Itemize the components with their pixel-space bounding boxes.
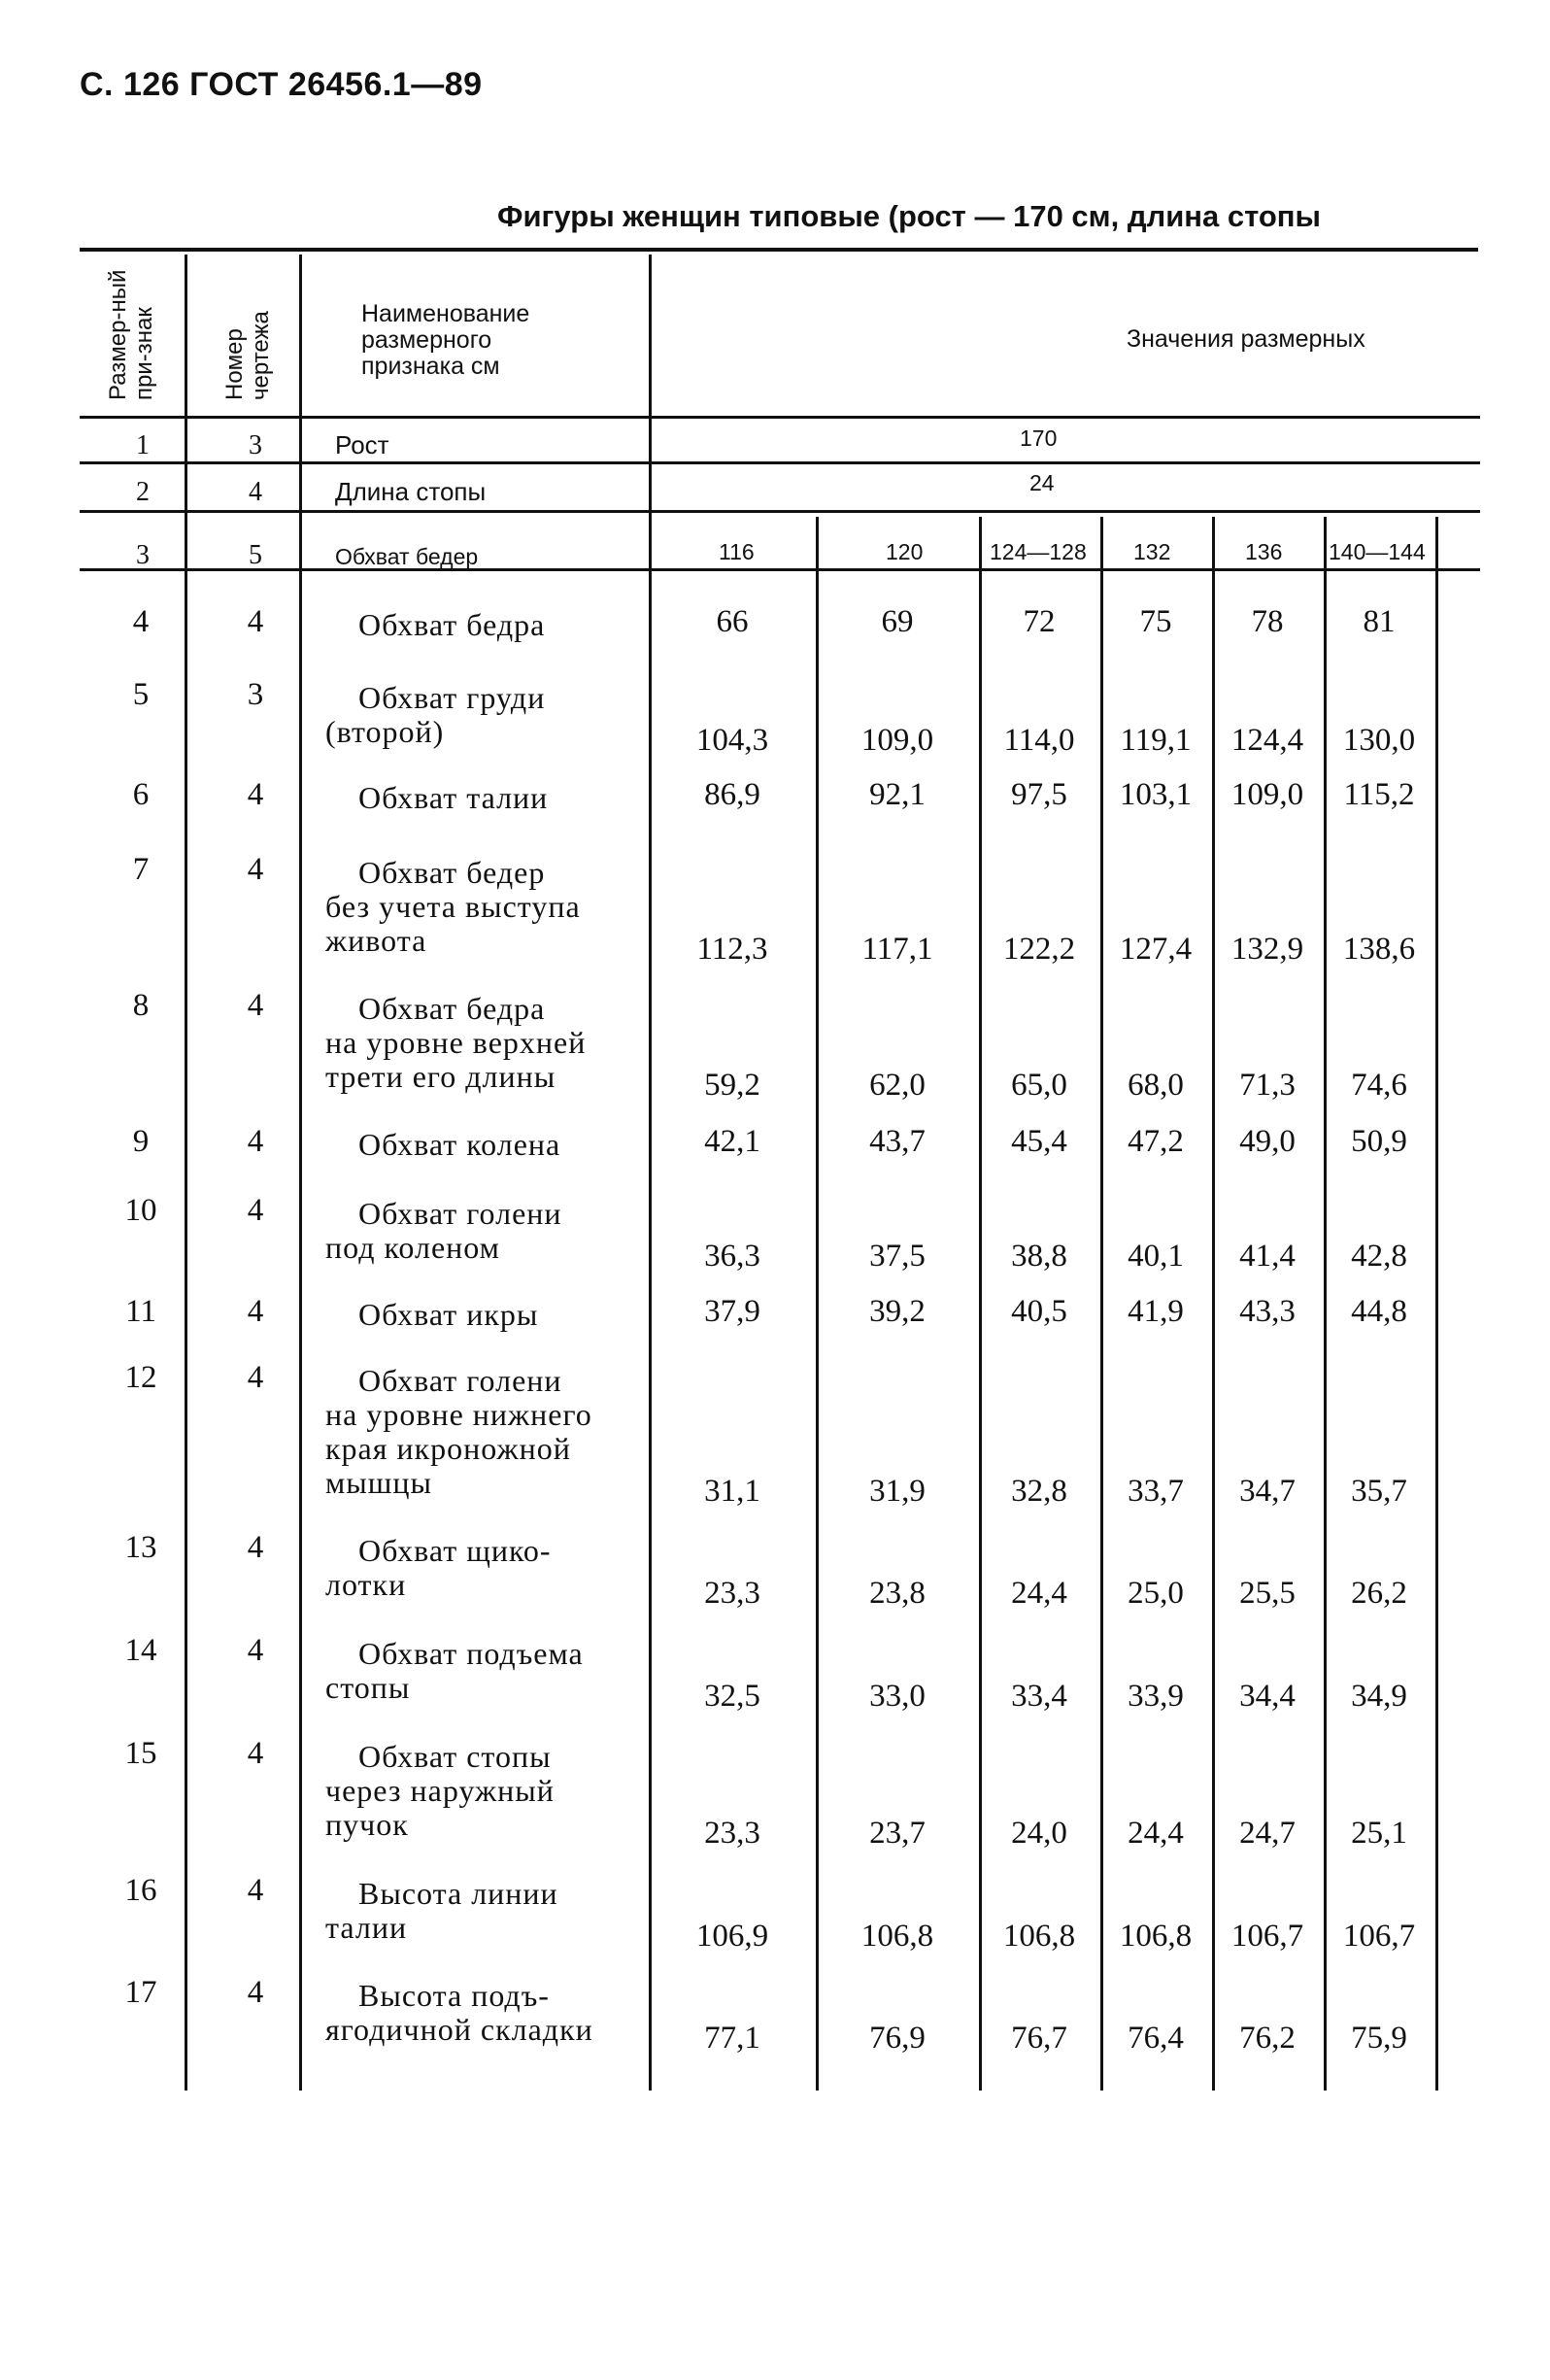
row-value: 43,7 xyxy=(869,1124,926,1159)
feature-name-line: Обхват голени xyxy=(358,1363,562,1398)
row-value: 138,6 xyxy=(1342,932,1416,967)
row-value: 37,5 xyxy=(869,1239,926,1274)
feature-name-line: Обхват бедер xyxy=(358,855,546,890)
row1-no: 1 xyxy=(136,430,150,460)
col-divider-2 xyxy=(299,255,302,2091)
header-drawing-no: Номер чертежа xyxy=(221,311,274,400)
feature-name-line: ягодичной складки xyxy=(325,2012,593,2047)
row1-drawing: 3 xyxy=(249,430,262,460)
row-feature-no: 14 xyxy=(124,1633,157,1668)
row-drawing-no: 4 xyxy=(247,1360,264,1395)
row-value: 23,3 xyxy=(704,1576,760,1611)
row-value: 76,2 xyxy=(1239,2021,1296,2056)
row-feature-name xyxy=(325,992,646,1094)
feature-name-line: Обхват бедра xyxy=(358,607,546,642)
row-value: 130,0 xyxy=(1342,723,1416,758)
row-feature-no: 6 xyxy=(132,777,150,812)
row-feature-name xyxy=(325,856,646,958)
row-value: 24,4 xyxy=(1011,1576,1067,1611)
size-124-128: 124—128 xyxy=(990,539,1087,564)
row-feature-no: 17 xyxy=(124,1975,157,2010)
row-value: 106,8 xyxy=(1002,1919,1076,1954)
row-value: 68,0 xyxy=(1128,1068,1184,1103)
row-value: 65,0 xyxy=(1011,1068,1067,1103)
row-value: 76,4 xyxy=(1128,2021,1184,2056)
feature-name-line: Обхват стопы xyxy=(358,1739,552,1774)
feature-name-line: Высота подъ- xyxy=(358,1978,550,2013)
size-140-144: 140—144 xyxy=(1329,539,1426,564)
row-drawing-no: 4 xyxy=(247,1294,264,1329)
row-value: 75,9 xyxy=(1351,2021,1407,2056)
row-feature-name xyxy=(325,1979,646,2047)
row-feature-name xyxy=(325,681,646,749)
row-value: 103,1 xyxy=(1119,777,1193,812)
feature-name-line: Обхват бедра xyxy=(358,991,546,1026)
row-feature-no: 9 xyxy=(132,1124,150,1159)
row-value: 38,8 xyxy=(1011,1239,1067,1274)
row-value: 86,9 xyxy=(704,777,760,812)
row-value: 59,2 xyxy=(704,1068,760,1103)
feature-name-line: Высота линии xyxy=(358,1876,558,1911)
row-drawing-no: 4 xyxy=(247,852,264,887)
feature-name-line: без учета выступа xyxy=(325,889,581,924)
row-feature-name xyxy=(325,1364,646,1500)
row-value: 37,9 xyxy=(704,1294,760,1329)
feature-name-line: лотки xyxy=(325,1567,407,1602)
size-120: 120 xyxy=(886,539,924,564)
row1-bottom-rule xyxy=(80,461,1480,464)
row-value: 34,7 xyxy=(1239,1474,1296,1509)
table-caption: Фигуры женщин типовые (рост — 170 см, длина стопы xyxy=(497,199,1321,233)
row-value: 62,0 xyxy=(869,1068,926,1103)
feature-name-line: (второй) xyxy=(325,714,445,749)
row-feature-no: 13 xyxy=(124,1530,157,1565)
row-value: 33,4 xyxy=(1011,1679,1067,1714)
row-drawing-no: 4 xyxy=(247,1124,264,1159)
row-value: 92,1 xyxy=(869,777,926,812)
feature-name-line: Обхват груди xyxy=(358,680,546,715)
row-value: 34,4 xyxy=(1239,1679,1296,1714)
row-feature-no: 15 xyxy=(124,1736,157,1771)
row-value: 132,9 xyxy=(1230,932,1304,967)
row-feature-no: 5 xyxy=(132,677,150,712)
row-value: 31,9 xyxy=(869,1474,926,1509)
row-value: 115,2 xyxy=(1343,777,1415,812)
page-header: С. 126 ГОСТ 26456.1—89 xyxy=(80,66,483,103)
row-value: 106,7 xyxy=(1342,1919,1416,1954)
row-feature-name xyxy=(325,1298,646,1332)
size-136: 136 xyxy=(1245,539,1283,564)
row-feature-name xyxy=(325,1877,646,1945)
row-value: 104,3 xyxy=(695,723,769,758)
row-value: 24,7 xyxy=(1239,1816,1296,1851)
feature-name-line: Обхват колена xyxy=(358,1127,561,1162)
row-feature-no: 8 xyxy=(132,988,150,1023)
row-value: 42,1 xyxy=(704,1124,760,1159)
row-drawing-no: 4 xyxy=(247,777,264,812)
row-value: 41,9 xyxy=(1128,1294,1184,1329)
row-value: 50,9 xyxy=(1351,1124,1407,1159)
row-value: 33,9 xyxy=(1128,1679,1184,1714)
row-value: 66 xyxy=(716,604,749,639)
row2-no: 2 xyxy=(136,477,150,507)
row-value: 109,0 xyxy=(1230,777,1304,812)
row-value: 41,4 xyxy=(1239,1239,1296,1274)
row-value: 40,1 xyxy=(1128,1239,1184,1274)
row3-drawing: 5 xyxy=(249,540,262,570)
row1-name: Рост xyxy=(335,430,389,459)
row-value: 25,5 xyxy=(1239,1576,1296,1611)
row-value: 75 xyxy=(1139,604,1172,639)
row-feature-no: 7 xyxy=(132,852,150,887)
header-feature-no: Размер-ный при-знак xyxy=(105,269,157,400)
row-value: 31,1 xyxy=(704,1474,760,1509)
row-value: 74,6 xyxy=(1351,1068,1407,1103)
row-value: 44,8 xyxy=(1351,1294,1407,1329)
feature-name-line: Обхват голени xyxy=(358,1196,562,1231)
row-value: 106,8 xyxy=(860,1919,934,1954)
feature-name-line: под коленом xyxy=(325,1230,500,1265)
feature-name-line: Обхват талии xyxy=(358,780,549,815)
row-value: 47,2 xyxy=(1128,1124,1184,1159)
feature-name-line: стопы xyxy=(325,1670,411,1705)
row-value: 39,2 xyxy=(869,1294,926,1329)
row-value: 33,0 xyxy=(869,1679,926,1714)
row-value: 24,0 xyxy=(1011,1816,1067,1851)
feature-name-line: края икроножной xyxy=(325,1431,571,1466)
feature-name-line: Обхват икры xyxy=(358,1297,539,1332)
row-value: 26,2 xyxy=(1351,1576,1407,1611)
row-value: 33,7 xyxy=(1128,1474,1184,1509)
row-value: 109,0 xyxy=(860,723,934,758)
row-value: 119,1 xyxy=(1120,723,1192,758)
row-feature-name xyxy=(325,608,646,642)
row2-name: Длина стопы xyxy=(335,477,487,506)
row-value: 112,3 xyxy=(696,932,768,967)
row3-no: 3 xyxy=(136,540,150,570)
feature-name-line: талии xyxy=(325,1910,408,1945)
row-value: 106,9 xyxy=(695,1919,769,1954)
row-feature-name xyxy=(325,1637,646,1705)
row-value: 106,7 xyxy=(1230,1919,1304,1954)
row-value: 25,0 xyxy=(1128,1576,1184,1611)
row-feature-no: 11 xyxy=(125,1294,156,1329)
row2-value: 24 xyxy=(1029,470,1055,495)
header-feature-name: Наименование размерного признака см xyxy=(361,300,530,380)
feature-name-line: через наружный xyxy=(325,1773,555,1808)
row-value: 32,8 xyxy=(1011,1474,1067,1509)
row-value: 35,7 xyxy=(1351,1474,1407,1509)
row1-value: 170 xyxy=(1020,425,1058,451)
feature-name-line: мышцы xyxy=(325,1465,433,1500)
row-value: 81 xyxy=(1363,604,1396,639)
row-feature-name xyxy=(325,1197,646,1265)
row-value: 49,0 xyxy=(1239,1124,1296,1159)
row-value: 78 xyxy=(1251,604,1284,639)
row-value: 45,4 xyxy=(1011,1124,1067,1159)
row-value: 124,4 xyxy=(1230,723,1304,758)
row-drawing-no: 4 xyxy=(247,1975,264,2010)
row-drawing-no: 4 xyxy=(247,604,264,639)
feature-name-line: трети его длины xyxy=(325,1059,556,1094)
row-value: 71,3 xyxy=(1239,1068,1296,1103)
row3-bottom-rule xyxy=(80,568,1480,571)
row-value: 69 xyxy=(881,604,914,639)
row-value: 117,1 xyxy=(861,932,933,967)
row-value: 25,1 xyxy=(1351,1816,1407,1851)
row-value: 43,3 xyxy=(1239,1294,1296,1329)
row-drawing-no: 4 xyxy=(247,1633,264,1668)
row-value: 72 xyxy=(1023,604,1056,639)
row-drawing-no: 4 xyxy=(247,1193,264,1228)
row-value: 24,4 xyxy=(1128,1816,1184,1851)
header-values: Значения размерных xyxy=(1127,325,1365,353)
feature-name-line: Обхват подъема xyxy=(358,1636,584,1671)
size-132: 132 xyxy=(1133,539,1171,564)
row-value: 106,8 xyxy=(1119,1919,1193,1954)
col-divider-3 xyxy=(649,255,652,2091)
feature-name-line: Обхват щико- xyxy=(358,1533,552,1568)
row-value: 76,7 xyxy=(1011,2021,1067,2056)
row-feature-no: 12 xyxy=(124,1360,157,1395)
row-drawing-no: 4 xyxy=(247,1736,264,1771)
feature-name-line: на уровне нижнего xyxy=(325,1397,592,1432)
feature-name-line: живота xyxy=(325,923,427,958)
row-feature-no: 16 xyxy=(124,1873,157,1908)
row-feature-name xyxy=(325,1740,646,1842)
row2-bottom-rule xyxy=(80,510,1480,513)
row-value: 36,3 xyxy=(704,1239,760,1274)
row-feature-name xyxy=(325,781,646,815)
row-value: 42,8 xyxy=(1351,1239,1407,1274)
row-value: 77,1 xyxy=(704,2021,760,2056)
row-feature-no: 10 xyxy=(124,1193,157,1228)
row-value: 32,5 xyxy=(704,1679,760,1714)
row-value: 40,5 xyxy=(1011,1294,1067,1329)
row-value: 23,8 xyxy=(869,1576,926,1611)
row-drawing-no: 4 xyxy=(247,1530,264,1565)
header-bottom-rule xyxy=(80,416,1480,419)
caption-rule xyxy=(80,248,1478,252)
row-value: 127,4 xyxy=(1119,932,1193,967)
row-value: 122,2 xyxy=(1002,932,1076,967)
row-feature-name xyxy=(325,1534,646,1602)
row-value: 76,9 xyxy=(869,2021,926,2056)
row-feature-name xyxy=(325,1128,646,1162)
row-value: 23,3 xyxy=(704,1816,760,1851)
col-divider-4 xyxy=(816,517,819,2091)
feature-name-line: пучок xyxy=(325,1807,409,1842)
row-value: 114,0 xyxy=(1003,723,1075,758)
row-value: 23,7 xyxy=(869,1816,926,1851)
row-drawing-no: 4 xyxy=(247,1873,264,1908)
row3-name: Обхват бедер xyxy=(335,544,479,569)
col-divider-1 xyxy=(185,255,187,2091)
row-drawing-no: 4 xyxy=(247,988,264,1023)
row-value: 34,9 xyxy=(1351,1679,1407,1714)
row-drawing-no: 3 xyxy=(247,677,264,712)
row-value: 97,5 xyxy=(1011,777,1067,812)
row-feature-no: 4 xyxy=(132,604,150,639)
row2-drawing: 4 xyxy=(249,477,262,507)
feature-name-line: на уровне верхней xyxy=(325,1025,587,1060)
size-116: 116 xyxy=(719,539,755,564)
